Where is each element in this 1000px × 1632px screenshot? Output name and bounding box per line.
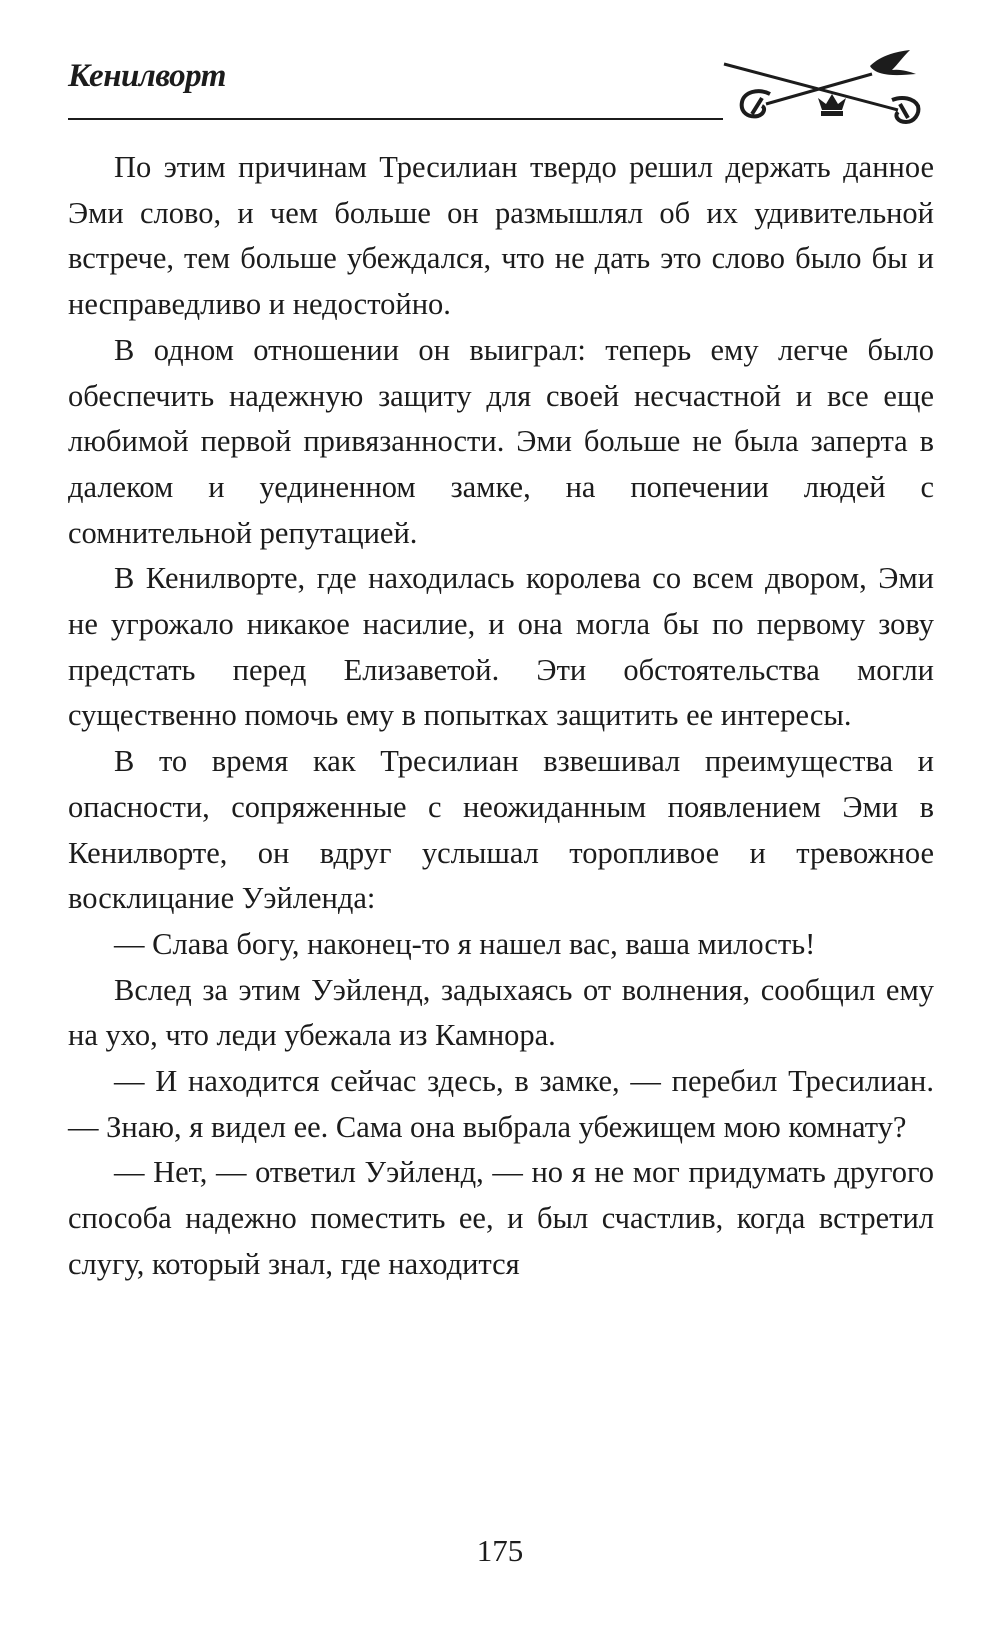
running-title: Кенилворт [68, 58, 226, 94]
paragraph: — Нет, — ответил Уэйленд, — но я не мог придумать другого способа надежно поместить ее, и был счастлив, когда встретил слугу, который знал, где находится [68, 1155, 934, 1281]
page-number: 175 [476, 1533, 524, 1568]
body-text [68, 145, 934, 1288]
paragraph: Вслед за этим Уэйленд, задыхаясь от волнения, сообщил ему на ухо, что леди убежала из Камнора. [68, 972, 934, 1053]
sword-blade-1 [724, 64, 898, 110]
bird-shape [870, 50, 916, 75]
paragraph: В Кенилворте, где находилась королева со всем двором, Эми не угрожало никакое насилие, и она могла бы по первому зову предстать перед Елизаветой. Эти обстоятельства могли существенно помочь ему в попытках защитить ее интересы. [68, 561, 934, 733]
paragraph: В то время как Тресилиан взвешивал преимущества и опасности, сопряженные с неожиданным появлением Эми в Кенилворте, он вдруг услышал торопливое и тревожное восклицание Уэйленда: [68, 744, 934, 916]
crown-base [821, 111, 843, 116]
paragraph: — И находится сейчас здесь, в замке, — перебил Тресилиан. — Знаю, я видел ее. Сама она выбрала убежищем мою комнату? [68, 1064, 934, 1144]
crossed-swords-crown-bird-icon [722, 44, 938, 130]
paragraph: По этим причинам Тресилиан твердо решил держать данное Эми слово, и чем больше он размышлял об их удивительной встрече, тем больше убеждался, что не дать это слово было бы и несправедливо и недостойно. [68, 150, 934, 322]
paragraph: В одном отношении он выиграл: теперь ему легче было обеспечить надежную защиту для своей несчастной и все еще любимой первой привязанности. Эми больше не была заперта в далеком и уединенном замке, на попечении людей с сомнительной репутацией. [68, 332, 934, 550]
paragraph: — Слава богу, наконец-то я нашел вас, ваша милость! [114, 926, 816, 961]
header-rule [68, 118, 723, 120]
sword-hilt-2 [742, 91, 770, 116]
